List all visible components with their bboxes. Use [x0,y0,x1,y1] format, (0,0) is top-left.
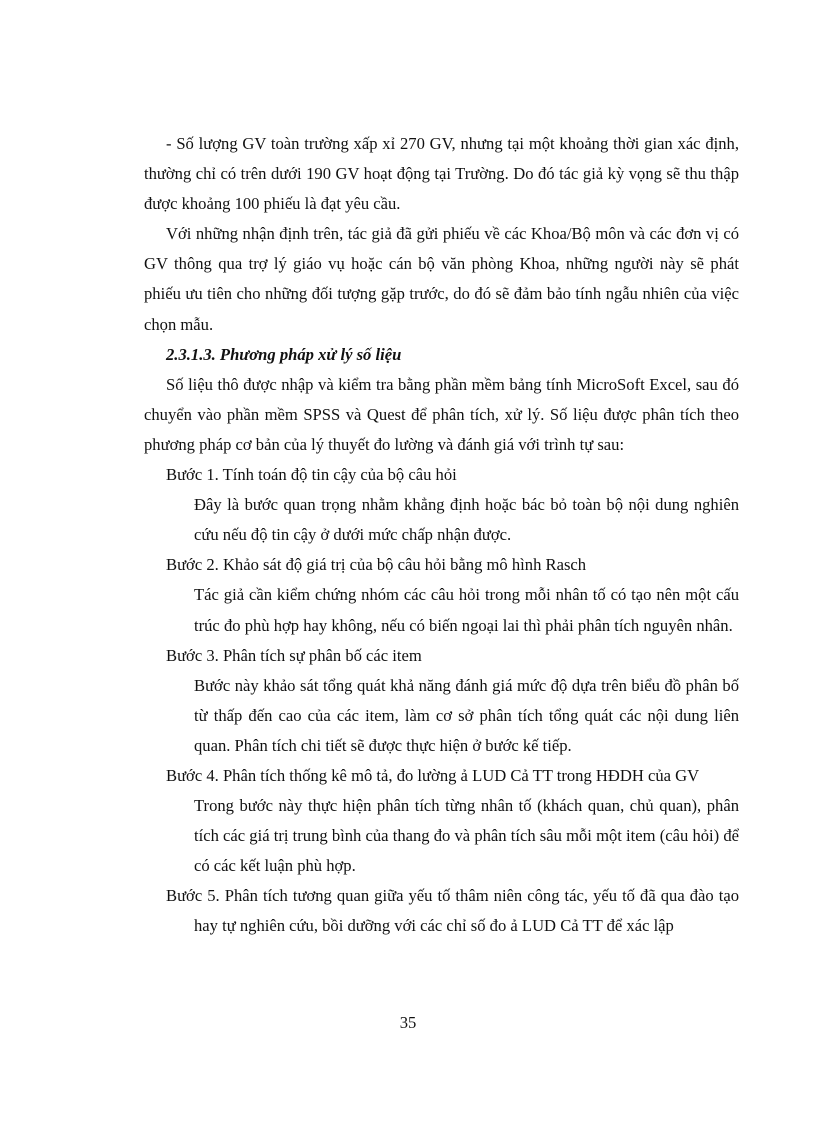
step-1-title: Bước 1. Tính toán độ tin cậy của bộ câu hỏi [166,465,457,485]
step-3-title: Bước 3. Phân tích sự phân bố các item [166,645,422,665]
step-1-text: Đây là bước quan trọng nhằm khẳng định hoặc bác bỏ toàn bộ nội dung nghiên cứu nếu độ tin cậy ở dưới mức chấp nhận được. [194,495,739,545]
step-4-title: Bước 4. Phân tích thống kê mô tả, đo lường ả LUD Cả TT trong HĐDH của GV [166,765,700,785]
paragraph-distribution: Với những nhận định trên, tác giả đã gửi phiếu về các Khoa/Bộ môn và các đơn vị có GV thông qua trợ lý giáo vụ hoặc cán bộ văn phòng Khoa, những người này sẽ phát phiếu ưu tiên cho những đối tượng gặp trước, do đó sẽ đảm bảo tính ngẫu nhiên của việc chọn mẫu. [144,224,739,334]
step-2-text: Tác giả cần kiểm chứng nhóm các câu hỏi trong mỗi nhân tố có tạo nên một cấu trúc đo phù hợp hay không, nếu có biến ngoại lai thì phải phân tích nguyên nhân. [194,585,739,635]
step-4-text: Trong bước này thực hiện phân tích từng nhân tố (khách quan, chủ quan), phân tích các giá trị trung bình của thang đo và phân tích sâu mỗi một item (câu hỏi) để có các kết luận phù hợp. [194,796,739,876]
step-2-title: Bước 2. Khảo sát độ giá trị của bộ câu hỏi bằng mô hình Rasch [166,555,587,575]
section-heading: 2.3.1.3. Phương pháp xử lý số liệu [166,344,402,364]
paragraph-processing-intro: Số liệu thô được nhập và kiểm tra bằng phần mềm bảng tính MicroSoft Excel, sau đó chuyển vào phần mềm SPSS và Quest để phân tích, xử lý. Số liệu được phân tích theo phương pháp cơ bản của lý thuyết đo lường và đánh giá với trình tự sau: [144,374,739,454]
page-number: 35 [399,1013,417,1032]
page-content [144,129,739,942]
step-5-title: Bước 5. Phân tích tương quan giữa yếu tố thâm niên công tác, yếu tố đã qua đào tạo hay tự nghiên cứu, bồi dưỡng với các chỉ số đo ả LUD Cả TT để xác lập [166,886,739,936]
step-3-text: Bước này khảo sát tổng quát khả năng đánh giá mức độ dựa trên biểu đồ phân bố từ thấp đến cao của các item, làm cơ sở phân tích tổng quát các nội dung liên quan. Phân tích chi tiết sẽ được thực hiện ở bước kế tiếp. [194,675,739,755]
paragraph-sample-size: - Số lượng GV toàn trường xấp xỉ 270 GV, nhưng tại một khoảng thời gian xác định, thường chỉ có trên dưới 190 GV hoạt động tại Trường. Do đó tác giả kỳ vọng sẽ thu thập được khoảng 100 phiếu là đạt yêu cầu. [144,134,739,214]
